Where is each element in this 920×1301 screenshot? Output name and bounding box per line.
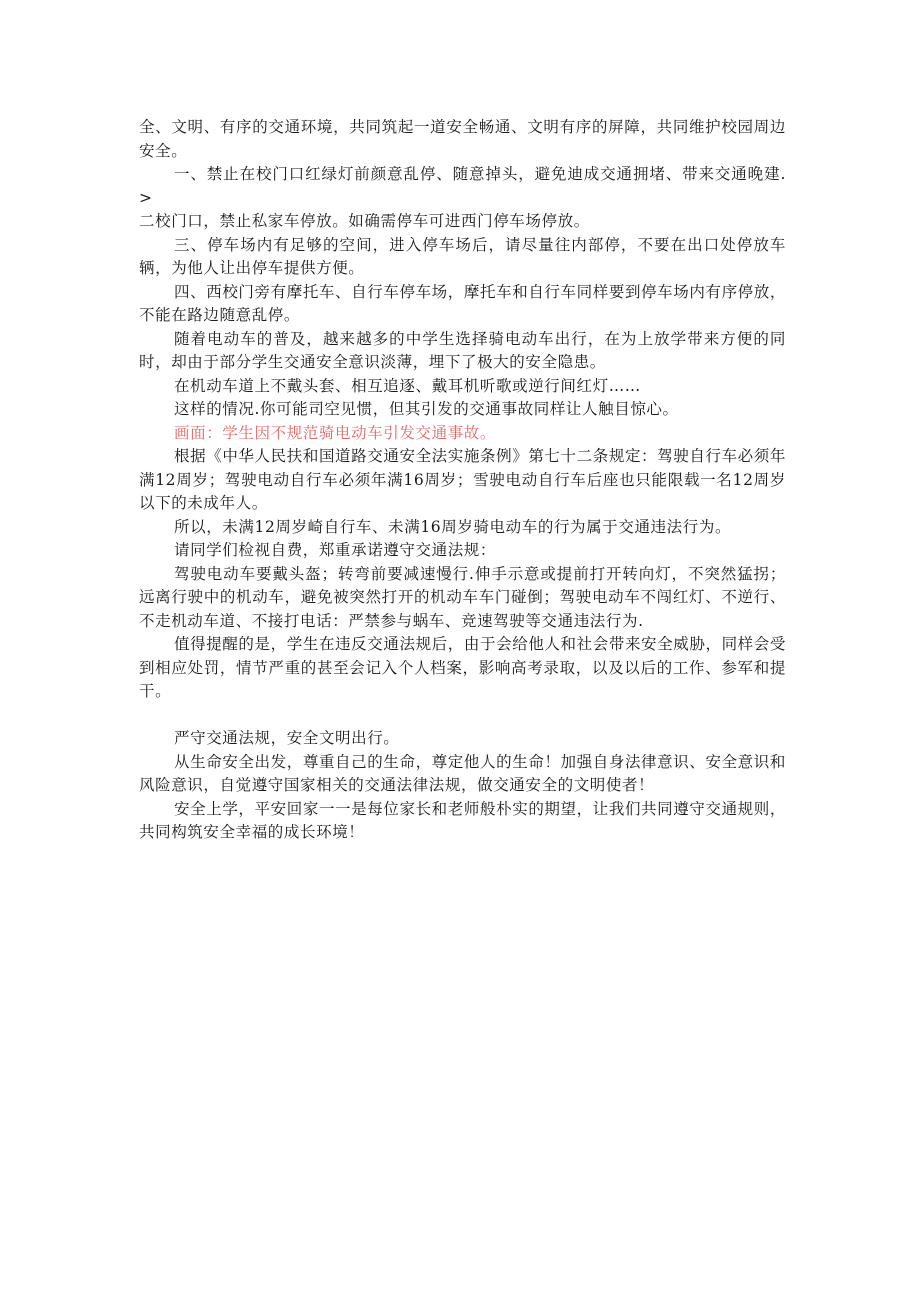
paragraph-regulation: 根据《中华人民扶和国道路交通安全法实施条例》第七十二条规定：驾驶自行车必须年满12周岁；驾驶电动自行车必须年满16周岁；雪驶电动自行车后座也只能限载一名12周岁以下的未成年人。	[139, 447, 786, 512]
document-body	[139, 116, 786, 845]
paragraph-pledge-intro: 请同学们检视自费，郑重承诺遵守交通法规：	[174, 541, 497, 559]
paragraph-scene-note: 画面：学生因不规范骑电动车引发交通事故。	[174, 423, 497, 442]
paragraph-rule-3: 三、停车场内有足够的空间，进入停车场后，请尽量往内部停，不要在出口处停放车辆，为他人让出停车提供方便。	[139, 235, 786, 277]
paragraph-intro-continued: 全、文明、有序的交通环境，共同筑起一道安全畅通、文明有序的屏障，共同维护校园周边安全。	[139, 118, 786, 160]
paragraph-unsafe-behaviors: 在机动车道上不戴头套、相互追逐、戴耳机听歌或逆行间红灯……	[174, 376, 641, 395]
paragraph-rule-2: 二校门口，禁止私家车停放。如确需停车可进西门停车场停放。	[139, 212, 590, 230]
paragraph-rule-1: 一、禁止在校门口红绿灯前颜意乱停、随意掉头，避免迪成交通拥堵、带来交通晚建.>	[139, 165, 786, 207]
paragraph-consequences: 值得提醒的是，学生在违反交通法规后，由于会给他人和社会带来安全威胁，同样会受到相应处罚，情节严重的甚至会记入个人档案，影响高考录取，以及以后的工作、参军和提干。	[139, 635, 786, 700]
paragraph-e-bike-popularity: 随着电动车的普及，越来越多的中学生选择骑电动车出行，在为上放学带来方便的同时，却由于部分学生交通安全意识淡薄，埋下了极大的安全隐患。	[139, 329, 786, 371]
paragraph-closing: 安全上学，平安回家一一是每位家长和老师般朴实的期望，让我们共同遵守交通规则，共同构筑安全幸福的成长环境！	[139, 799, 786, 841]
paragraph-rule-4: 四、西校门旁有摩托车、自行车停车场，摩托车和自行车同样要到停车场内有序停放，不能在路边随意乱停。	[139, 282, 786, 324]
paragraph-slogan: 严守交通法规，安全文明出行。	[174, 729, 400, 747]
paragraph-pledge-rules: 驾驶电动车要戴头盔；转弯前要减速慢行.伸手示意或提前打开转向灯，不突然猛拐；远离行驶中的机动车，避免被突然打开的机动车车门碰倒；驾驶电动车不闯红灯、不逆行、不走机动车道、不接打电话：严禁参与蜗车、竞速驾驶等交通违法行为.	[139, 564, 786, 630]
paragraph-respect-life: 从生命安全出发，尊重自己的生命，尊定他人的生命！加强自身法律意识、安全意识和风险意识，自觉遵守国家相关的交通法律法规，做交通安全的文明使者！	[139, 752, 786, 794]
paragraph-violation: 所以，未满12周岁崎自行车、未满16周岁骑电动车的行为属于交通违法行为。	[174, 517, 732, 536]
paragraph-accidents: 这样的情况.你可能司空见惯，但其引发的交通事故同样让人触目惊心。	[174, 400, 679, 418]
blank-line	[139, 704, 786, 728]
